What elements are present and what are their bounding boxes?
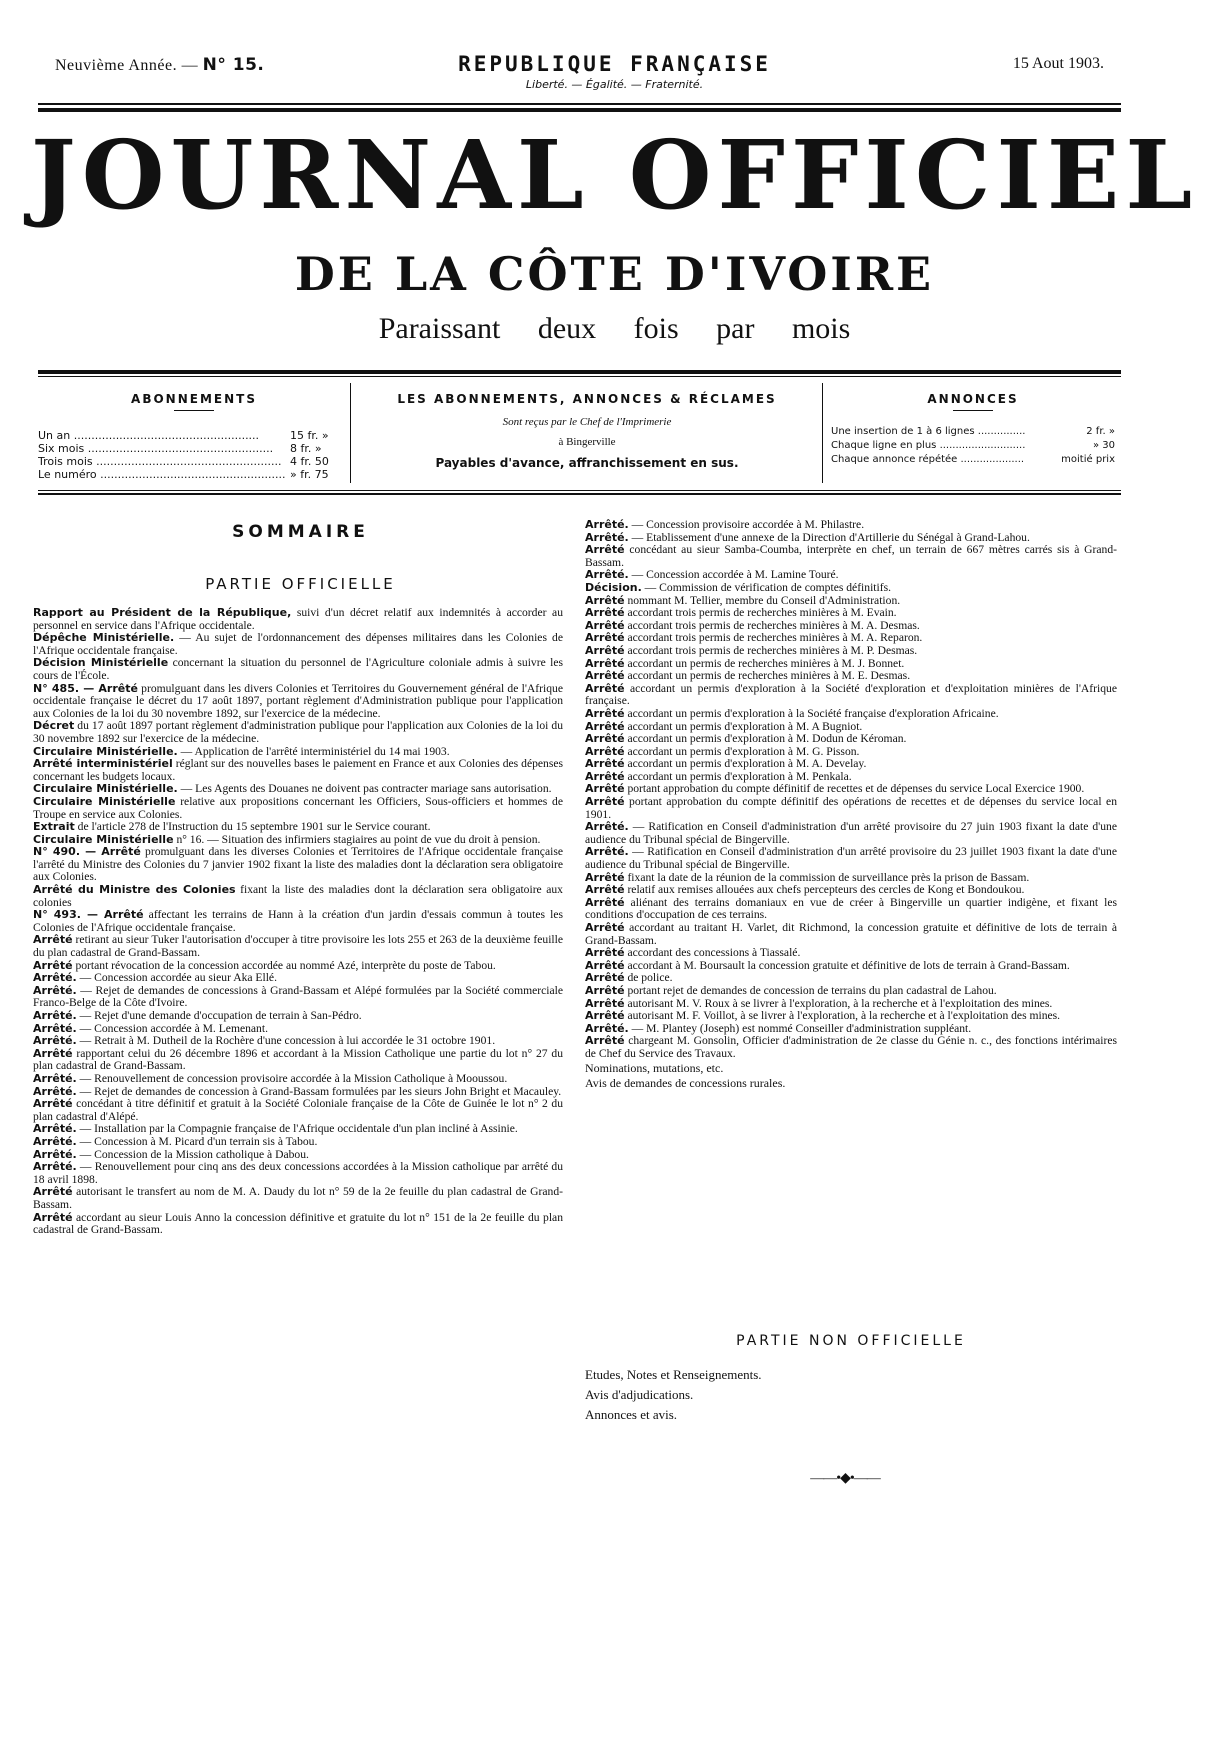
- box-separator: [350, 383, 351, 483]
- unofficial-entry: Etudes, Notes et Renseignements.: [585, 1367, 762, 1382]
- entry-title: Arrêté: [585, 631, 625, 645]
- entry-text: accordant un permis d'exploration à M. Penkala.: [624, 769, 852, 783]
- heading-rule: [174, 410, 214, 411]
- summary-entry: [33, 607, 563, 632]
- entry-text: — M. Plantey (Joseph) est nommé Conseiller d'administration suppléant.: [628, 1021, 972, 1035]
- summary-entry: [33, 934, 563, 959]
- entry-title: Arrêté du Ministre des Colonies: [33, 883, 236, 897]
- entry-title: Arrêté: [33, 1046, 73, 1060]
- entry-text: retirant au sieur Tuker l'autorisation d'occuper à titre provisoire les lots 255 et 263 de la deuxième feuille du plan cadastral de Grand-Bassam.: [33, 933, 563, 960]
- journal-title: JOURNAL OFFICIEL: [30, 120, 1199, 231]
- entry-title: Arrêté: [33, 1210, 73, 1224]
- center-line-3: Payables d'avance, affranchissement en sus.: [435, 456, 739, 470]
- entry-text: portant révocation de la concession accordée au nommé Azé, interprète du poste de Tabou.: [72, 958, 496, 972]
- entry-title: Circulaire Ministérielle.: [33, 782, 178, 796]
- announcement-rate-row: [831, 453, 1115, 467]
- entry-text: — Renouvellement de concession provisoire accordée à la Mission Catholique à Mooussou.: [76, 1071, 508, 1085]
- entry-text: portant approbation du compte définitif des opérations de recettes et de dépenses du service local en 1901.: [585, 795, 1117, 821]
- announcement-rate-value: moitié prix: [1061, 454, 1115, 465]
- entry-title: Arrêté: [585, 870, 625, 884]
- box-separator: [822, 383, 823, 483]
- entry-title: Arrêté: [585, 593, 625, 607]
- header-divider: [38, 103, 1121, 105]
- entry-text: de police.: [624, 971, 673, 985]
- subscription-rates: [38, 429, 350, 481]
- entry-title: Arrêté.: [33, 1122, 77, 1136]
- entry-title: Arrêté.: [33, 971, 77, 985]
- subscriptions-heading: ABONNEMENTS: [131, 392, 257, 406]
- summary-entry: [585, 846, 1117, 871]
- entry-title: Arrêté.: [33, 1071, 77, 1085]
- entry-title: N° 493. — Arrêté: [33, 908, 144, 922]
- entry-text: accordant un permis d'exploration à M. A Bugniot.: [624, 719, 863, 733]
- entry-text: — Concession accordée à M. Lamine Touré.: [628, 568, 839, 582]
- subscription-rate-row: [38, 455, 350, 468]
- summary-heading: SOMMAIRE: [232, 522, 369, 542]
- entry-text: réglant sur des nouvelles bases le paiement en France et aux Colonies des dépenses concernant les budgets locaux.: [33, 757, 563, 783]
- entry-title: Arrêté: [585, 983, 625, 997]
- entry-text: promulguant dans les diverses Colonies et Territoires de l'Afrique occidentale française l'arrêté du Ministre des Colonies du 7 janvier 1902 fixant la liste des maladies dont la déclaration sera obligatoire aux Colonies.: [33, 845, 563, 884]
- unofficial-items: [585, 1365, 985, 1425]
- summary-entry: [33, 796, 563, 821]
- entry-text: — Ratification en Conseil d'administration d'un arrêté provisoire du 23 juillet 1903 fixant la date d'une audience du Tribunal spécial de Bingerville.: [585, 845, 1117, 872]
- entry-text: chargeant M. Gonsolin, Officier d'administration de 2e classe du Génie n. c., des fonctions intérimaires de Chef du Service des Travaux.: [585, 1034, 1117, 1060]
- entry-text: accordant un permis de recherches minières à M. J. Bonnet.: [624, 656, 905, 670]
- entry-text: — Rejet de demandes de concession à Grand-Bassam formulées par les sieurs John Bright et Macauley.: [76, 1084, 562, 1098]
- subscription-rate-label: Trois mois .....: [38, 455, 286, 468]
- issue-date: 15 Aout 1903.: [1012, 55, 1104, 72]
- summary-entry: [33, 1161, 563, 1186]
- entry-title: Arrêté: [585, 1034, 625, 1048]
- subscription-rate-label: Un an .....: [38, 429, 286, 442]
- summary-entry: [585, 821, 1117, 846]
- summary-entry: [585, 1035, 1117, 1060]
- summary-closing-entry: Nominations, mutations, etc.: [585, 1060, 724, 1075]
- entry-title: Arrêté: [585, 757, 625, 771]
- announcement-rate-label: Chaque annonce répétée .....: [831, 453, 1025, 467]
- entry-text: accordant des concessions à Tiassalé.: [624, 946, 801, 960]
- summary-entry: [33, 758, 563, 783]
- entry-title: Arrêté: [585, 996, 625, 1010]
- entry-text: accordant un permis d'exploration à la Société d'exploration et d'exploitation minières de l'Afrique française.: [585, 681, 1117, 708]
- announcement-rates: [825, 425, 1121, 467]
- subscriptions-box: [38, 392, 350, 481]
- unofficial-entry: Avis d'adjudications.: [585, 1387, 694, 1402]
- entry-title: Arrêté.: [33, 1084, 77, 1098]
- entry-title: Circulaire Ministérielle: [33, 832, 174, 846]
- entry-title: Extrait: [33, 820, 75, 834]
- entry-text: de l'article 278 de l'Instruction du 15 septembre 1901 sur le Service courant.: [74, 820, 431, 834]
- entry-title: Décret: [33, 719, 75, 733]
- entry-title: Arrêté: [585, 921, 625, 934]
- masthead-divider-thin: [38, 376, 1121, 377]
- summary-closing-entry: Avis de demandes de concessions rurales.: [585, 1075, 786, 1090]
- entry-title: Arrêté: [585, 719, 625, 733]
- entry-title: Arrêté: [585, 769, 625, 783]
- entry-title: Arrêté: [585, 681, 625, 695]
- entry-text: portant rejet de demandes de concession de terrains du plan cadastral de Lahou.: [624, 983, 997, 997]
- entry-text: — Rejet d'une demande d'occupation de terrain à San-Pédro.: [76, 1009, 362, 1022]
- entry-title: Arrêté: [33, 933, 73, 947]
- summary-entry: [33, 985, 563, 1010]
- entry-title: Arrêté: [585, 946, 625, 960]
- summary-entry: [33, 909, 563, 934]
- entry-text: — Retrait à M. Dutheil de la Rochère d'une concession à lui accordée le 31 octobre 1901.: [76, 1034, 496, 1048]
- center-heading: LES ABONNEMENTS, ANNONCES & RÉCLAMES: [397, 392, 777, 406]
- subscription-rate-row: [38, 442, 350, 455]
- entry-title: Arrêté.: [33, 1134, 77, 1148]
- entry-text: — Installation par la Compagnie française de l'Afrique occidentale d'un plan incliné à Assinie.: [76, 1122, 518, 1136]
- entry-text: accordant un permis d'exploration à M. G. Pisson.: [624, 744, 860, 758]
- entry-text: — Rejet de demandes de concessions à Grand-Bassam et Alépé formulées par la Société commerciale Franco-Belge de la Côte d'Ivoire.: [33, 983, 563, 1010]
- entry-title: Arrêté.: [33, 1147, 77, 1161]
- entry-title: Dépêche Ministérielle.: [33, 631, 175, 645]
- summary-entry: [33, 683, 563, 721]
- entry-text: — Concession accordée à M. Lemenant.: [76, 1021, 268, 1035]
- entry-text: accordant à M. Boursault la concession gratuite et définitive de lots de terrain à Grand-Bassam.: [624, 958, 1070, 972]
- summary-entry: [585, 683, 1117, 708]
- summary-entry: [585, 897, 1117, 922]
- entry-title: N° 485. — Arrêté: [33, 681, 138, 695]
- entry-title: Arrêté: [33, 1185, 73, 1199]
- entry-text: — Commission de vérification de comptes définitifs.: [641, 580, 892, 594]
- announcements-heading: ANNONCES: [927, 392, 1019, 406]
- entry-text: affectant les terrains de Hann à la création d'un jardin d'essais commun à toutes les Colonies de l'Afrique occidentale française.: [33, 908, 563, 934]
- entry-title: Arrêté.: [585, 820, 629, 834]
- official-part-heading: PARTIE OFFICIELLE: [205, 575, 396, 593]
- entry-text: autorisant M. V. Roux à se livrer à l'exploration, à la recherche et à l'exploitation des mines.: [624, 996, 1053, 1010]
- entry-text: accordant un permis d'exploration à la Société française d'exploration Africaine.: [624, 706, 999, 720]
- entry-title: Arrêté.: [585, 530, 629, 544]
- entry-title: Décision.: [585, 580, 642, 594]
- announcement-rate-label: Une insertion de 1 à 6 lignes .....: [831, 425, 1025, 439]
- entry-title: Arrêté: [585, 669, 625, 683]
- publication-frequency: Paraissant deux fois par mois: [378, 312, 851, 345]
- announcements-box: [825, 392, 1121, 467]
- entry-title: Arrêté.: [585, 845, 629, 859]
- subscription-rate-value: 8 fr. »: [290, 442, 322, 455]
- entry-text: — Concession de la Mission catholique à Dabou.: [76, 1147, 309, 1161]
- entry-text: fixant la liste des maladies dont la déclaration sera obligatoire aux colonies: [33, 883, 563, 909]
- entry-title: Arrêté: [585, 795, 625, 809]
- entry-text: promulguant dans les divers Colonies et Territoires du Gouvernement général de l'Afrique occidentale française le décret du 17 août 1897, portant règlement d'Administration publique pour l'application aux Colonies de la loi du 30 novembre 1892, sur l'exercice de la médecine.: [33, 681, 563, 720]
- entry-text: accordant un permis de recherches minières à M. E. Desmas.: [624, 669, 911, 683]
- entry-text: — Etablissement d'une annexe de la Direction d'Artillerie du Sénégal à Grand-Lahou.: [628, 530, 1030, 544]
- entry-text: aliénant des terrains domaniaux en vue de créer à Bingerville un quartier indigène, et fixant les conditions d'occupation de ces terrains.: [585, 895, 1117, 922]
- heading-rule: [953, 410, 993, 411]
- entry-text: — Application de l'arrêté interministériel du 14 mai 1903.: [177, 744, 450, 758]
- entry-text: autorisant le transfert au nom de M. A. Daudy du lot n° 59 de la 2e feuille du plan cadastral de Grand-Bassam.: [33, 1185, 563, 1211]
- entry-text: accordant au sieur Louis Anno la concession définitive et gratuite du lot n° 151 de la 2e feuille du plan cadastral de Grand-Bassam.: [33, 1210, 563, 1237]
- unofficial-entry: Annonces et avis.: [585, 1407, 678, 1422]
- entry-title: Arrêté: [585, 895, 625, 909]
- summary-entry: [585, 544, 1117, 569]
- edition-label: Neuvième Année. —: [55, 57, 199, 74]
- entry-title: Circulaire Ministérielle: [33, 794, 176, 808]
- entry-title: Arrêté: [585, 706, 625, 720]
- summary-entry: [33, 1212, 563, 1237]
- entry-title: Arrêté: [585, 744, 625, 758]
- entry-title: Arrêté.: [33, 1021, 77, 1035]
- entry-text: du 17 août 1897 portant règlement d'administration publique pour l'application aux Colonies de la loi du 30 novembre 1892 sur l'exercice de la médecine.: [33, 719, 563, 745]
- entry-text: accordant trois permis de recherches minières à M. A. Desmas.: [624, 618, 920, 632]
- announcement-rate-label: Chaque ligne en plus .....: [831, 439, 1025, 453]
- entry-title: Circulaire Ministérielle.: [33, 744, 178, 758]
- summary-entry: [33, 846, 563, 884]
- entry-title: Arrêté: [33, 958, 73, 972]
- header-divider-thick: [38, 108, 1121, 112]
- entry-title: Arrêté.: [33, 983, 77, 997]
- subscription-rate-value: » fr. 75: [290, 468, 329, 481]
- entry-text: concernant la situation du personnel de l'Agriculture coloniale admis à suivre les cours de l'École.: [33, 656, 563, 682]
- unofficial-part-heading: PARTIE NON OFFICIELLE: [736, 1333, 966, 1349]
- subscription-rate-row: [38, 429, 350, 442]
- entry-title: Rapport au Président de la République,: [33, 606, 292, 619]
- entry-title: Arrêté: [585, 618, 625, 632]
- entry-text: — Concession provisoire accordée à M. Philastre.: [628, 518, 865, 531]
- entry-title: Arrêté: [585, 732, 625, 746]
- summary-entry: [33, 632, 563, 657]
- summary-right-column: [585, 519, 1117, 1091]
- entry-text: autorisant M. F. Voillot, à se livrer à l'exploration, à la recherche et à l'exploitation des mines.: [624, 1009, 1061, 1023]
- issue-number: N° 15.: [202, 55, 265, 75]
- entry-text: accordant un permis d'exploration à M. A. Develay.: [624, 757, 867, 771]
- box-divider-thick: [38, 493, 1121, 495]
- entry-title: N° 490. — Arrêté: [33, 845, 141, 859]
- entry-text: — Concession à M. Picard d'un terrain sis à Tabou.: [76, 1134, 318, 1148]
- masthead-divider: [38, 370, 1121, 374]
- summary-entry: [33, 1048, 563, 1073]
- entry-text: concédant à titre définitif et gratuit à la Société Coloniale française de la Côte de Guinée le lot n° 2 du plan cadastral d'Alépé.: [33, 1097, 563, 1123]
- entry-text: accordant trois permis de recherches minières à M. Evain.: [624, 606, 897, 620]
- entry-title: Arrêté.: [585, 518, 629, 531]
- announcement-rate-value: » 30: [1092, 440, 1115, 451]
- entry-title: Arrêté: [585, 883, 625, 897]
- entry-title: Arrêté.: [33, 1009, 77, 1022]
- summary-entry: [33, 720, 563, 745]
- entry-text: nommant M. Tellier, membre du Conseil d'Administration.: [624, 593, 901, 607]
- entry-title: Arrêté: [585, 606, 625, 620]
- subscription-rate-label: Six mois .....: [38, 442, 286, 455]
- announcement-rate-value: 2 fr. »: [1086, 426, 1115, 437]
- subscription-rate-value: 15 fr. »: [290, 429, 329, 442]
- entry-title: Arrêté.: [585, 1021, 629, 1035]
- entry-title: Arrêté.: [33, 1160, 77, 1174]
- journal-subtitle: DE LA CÔTE D'IVOIRE: [294, 247, 935, 301]
- entry-title: Arrêté: [585, 782, 625, 796]
- entry-text: concédant au sieur Samba-Coumba, interprète en chef, un terrain de 667 mètres carrés sis à Grand-Bassam.: [585, 543, 1117, 569]
- entry-text: accordant au traitant H. Varlet, dit Richmond, la concession gratuite et définitive de lots de terrain à Grand-Bassam.: [585, 921, 1117, 947]
- box-divider: [38, 490, 1121, 491]
- entry-title: Arrêté: [585, 971, 625, 985]
- entry-text: portant approbation du compte définitif de recettes et de dépenses du service Local Exercice 1900.: [624, 782, 1085, 796]
- entry-title: Arrêté interministériel: [33, 757, 173, 771]
- entry-title: Décision Ministérielle: [33, 656, 169, 670]
- entry-text: — Au sujet de l'ordonnancement des dépenses militaires dans les Colonies de l'Afrique occidentale française.: [33, 631, 563, 657]
- subscription-rate-value: 4 fr. 50: [290, 455, 329, 468]
- end-ornament: ——•◆•——: [810, 1471, 880, 1486]
- summary-left-column: [33, 607, 563, 1237]
- republic-label: REPUBLIQUE FRANÇAISE: [458, 52, 771, 76]
- subscription-rate-row: [38, 468, 350, 481]
- center-line-1: Sont reçus par le Chef de l'Imprimerie: [502, 416, 672, 428]
- entry-title: Arrêté: [585, 958, 625, 972]
- entry-text: n° 16. — Situation des infirmiers stagiaires au point de vue du droit à pension.: [173, 832, 541, 846]
- entry-text: accordant un permis d'exploration à M. Dodun de Kéroman.: [624, 732, 907, 746]
- entry-text: — Les Agents des Douanes ne doivent pas contracter mariage sans autorisation.: [177, 782, 552, 796]
- entry-title: Arrêté.: [585, 568, 629, 582]
- entry-text: — Concession accordée au sieur Aka Ellé.: [76, 971, 277, 985]
- entry-text: fixant la date de la réunion de la commission de surveillance près la prison de Bassam.: [624, 870, 1030, 884]
- summary-entry: [33, 1098, 563, 1123]
- entry-text: — Ratification en Conseil d'administration d'un arrêté provisoire du 27 juin 1903 fixant la date d'une audience du Tribunal spécial de Bingerville.: [585, 820, 1117, 846]
- summary-entry: [33, 1186, 563, 1211]
- summary-entry: [33, 884, 563, 909]
- entry-title: Arrêté: [585, 1009, 625, 1023]
- entry-title: Arrêté: [585, 656, 625, 670]
- entry-title: Arrêté: [33, 1097, 73, 1111]
- entry-title: Arrêté.: [33, 1034, 77, 1048]
- summary-entry: [33, 657, 563, 682]
- entry-text: accordant trois permis de recherches minières à M. A. Reparon.: [624, 631, 923, 645]
- entry-title: Arrêté: [585, 643, 625, 657]
- center-box: [352, 392, 822, 470]
- entry-text: — Renouvellement pour cinq ans des deux concessions accordées à la Mission catholique par arrêté du 18 avril 1898.: [33, 1160, 563, 1186]
- entry-text: suivi d'un décret relatif aux indemnités à accorder au personnel en service dans l'Afrique occidentale.: [33, 606, 563, 632]
- announcement-rate-row: [831, 425, 1115, 439]
- entry-text: rapportant celui du 26 décembre 1896 et accordant à la Mission Catholique une partie du lot n° 27 du plan cadastral de Grand-Bassam.: [33, 1046, 563, 1073]
- motto: Liberté. — Égalité. — Fraternité.: [525, 78, 704, 91]
- entry-title: Arrêté: [585, 543, 625, 557]
- summary-entry: [585, 796, 1117, 821]
- subscription-rate-label: Le numéro .....: [38, 468, 286, 481]
- summary-entry: [585, 922, 1117, 947]
- entry-text: relatif aux remises allouées aux chefs percepteurs des cercles de Kong et Bondoukou.: [624, 883, 1025, 897]
- announcement-rate-row: [831, 439, 1115, 453]
- entry-text: accordant trois permis de recherches minières à M. P. Desmas.: [624, 643, 918, 657]
- entry-text: relative aux propositions concernant les Officiers, Sous-officiers et hommes de Troupe en service aux Colonies.: [33, 794, 563, 821]
- center-line-2: à Bingerville: [558, 436, 616, 448]
